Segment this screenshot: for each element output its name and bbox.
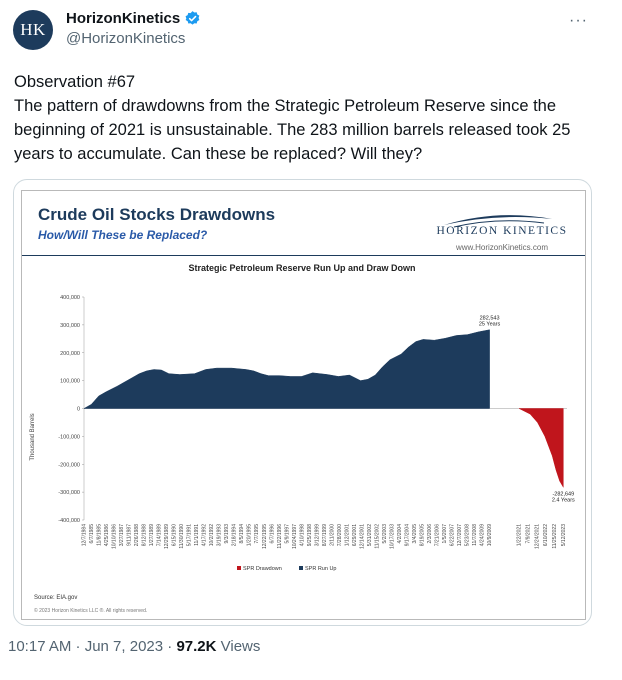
x-tick-label: 1/5/2007: [442, 524, 449, 544]
series-area-spr-run-up: [84, 330, 490, 409]
x-tick-label: 6/15/1990: [171, 524, 178, 547]
y-axis-label: Thousand Barrels: [30, 413, 36, 461]
x-tick-label: 3/27/1987: [119, 524, 126, 547]
x-tick-label: 9/11/1987: [126, 524, 133, 546]
annotation-subtext: 25 Years: [478, 321, 501, 328]
x-tick-label: 9/3/1993: [224, 524, 231, 544]
logo-text: HORIZON KINETICS: [436, 225, 568, 237]
x-tick-label: 5/17/1991: [186, 524, 193, 547]
x-tick-label: 11/7/2008: [472, 524, 479, 546]
x-tick-label: 7/14/1989: [156, 524, 163, 547]
chart-card-subtitle: How/Will These be Replaced?: [38, 228, 208, 242]
account-handle[interactable]: @HorizonKinetics: [66, 30, 186, 47]
x-tick-label: 1/22/2021: [516, 524, 523, 547]
annotation-value: 282,543: [479, 315, 500, 322]
x-tick-label: 5/9/1997: [284, 524, 291, 544]
x-tick-label: 6/7/1985: [89, 524, 96, 544]
x-tick-label: 8/12/1988: [141, 524, 148, 547]
legend-label: SPR Drawdown: [243, 566, 282, 572]
x-tick-label: 12/24/2021: [534, 524, 541, 550]
x-tick-label: 11/25/2022: [551, 524, 558, 549]
x-tick-label: 4/25/1986: [104, 524, 111, 547]
y-tick-label: 400,000: [60, 295, 80, 301]
x-tick-label: 11/8/1985: [96, 524, 103, 546]
x-tick-label: 7/28/2000: [336, 524, 343, 547]
x-tick-label: 10/10/1986: [111, 524, 118, 550]
tweet-footer: [8, 638, 260, 655]
x-tick-label: 8/5/1994: [239, 524, 246, 544]
x-tick-label: 6/29/2001: [351, 524, 358, 547]
x-tick-label: 2/3/2006: [426, 524, 433, 544]
x-tick-label: 2/18/1994: [231, 524, 238, 547]
x-tick-label: 3/12/1999: [314, 524, 321, 547]
chart-card-title: Crude Oil Stocks Drawdowns: [38, 205, 276, 224]
legend-label: SPR Run Up: [305, 566, 337, 572]
x-tick-label: 6/22/2007: [449, 524, 456, 547]
x-tick-label: 11/15/2002: [374, 524, 381, 549]
display-name-text: HorizonKinetics: [66, 10, 181, 27]
y-tick-label: 200,000: [60, 350, 80, 357]
legend-swatch: [237, 566, 241, 570]
x-tick-label: 5/23/2008: [464, 524, 471, 547]
verified-badge-icon: [184, 10, 201, 27]
x-tick-label: 1/27/1989: [149, 524, 156, 547]
x-tick-label: 3/4/2005: [411, 524, 418, 544]
avatar[interactable]: [13, 10, 53, 50]
x-tick-label: 7/7/1995: [254, 524, 261, 544]
x-tick-label: 4/17/1992: [201, 524, 208, 547]
source-note: Source: EIA.gov: [34, 595, 78, 601]
x-tick-label: 5/31/2002: [366, 524, 373, 547]
display-name[interactable]: [66, 10, 201, 27]
logo-url: www.HorizonKinetics.com: [455, 243, 549, 252]
x-tick-label: 8/27/1999: [321, 524, 328, 547]
x-tick-label: 12/7/1984: [81, 524, 88, 547]
y-tick-label: -200,000: [58, 462, 80, 469]
x-tick-label: 5/12/2023: [560, 524, 567, 547]
x-tick-label: 10/24/1997: [291, 524, 298, 550]
x-tick-label: 4/24/2009: [479, 524, 486, 547]
timestamp[interactable]: 10:17 AM · Jun 7, 2023 ·: [8, 638, 177, 655]
y-tick-label: -300,000: [58, 490, 80, 497]
x-tick-label: 7/9/2021: [525, 524, 532, 544]
x-tick-label: 8/19/2005: [419, 524, 426, 547]
more-options-icon[interactable]: ···: [569, 12, 588, 29]
views-count: 97.2K: [176, 638, 217, 655]
x-tick-label: 6/7/1996: [269, 524, 276, 544]
x-tick-label: 12/14/2001: [359, 524, 366, 550]
series-area-spr-drawdown: [519, 409, 563, 488]
x-tick-label: 11/22/1996: [276, 524, 283, 549]
x-tick-label: 6/10/2022: [543, 524, 550, 547]
views-label: Views: [216, 638, 261, 655]
x-tick-label: 10/9/2009: [487, 524, 494, 547]
x-tick-label: 9/17/2004: [404, 524, 411, 547]
x-tick-label: 3/19/1993: [216, 524, 223, 547]
chart-title: Strategic Petroleum Reserve Run Up and Draw Down: [188, 263, 416, 273]
x-tick-label: 7/21/2006: [434, 524, 441, 547]
y-tick-label: 100,000: [60, 378, 80, 385]
x-tick-label: 2/26/1988: [134, 524, 141, 547]
y-tick-label: 0: [76, 406, 80, 413]
x-tick-label: 11/30/1990: [179, 524, 186, 549]
y-tick-label: 300,000: [60, 322, 80, 329]
legend-swatch: [299, 566, 303, 570]
media-card[interactable]: [13, 179, 592, 626]
x-tick-label: 1/20/1995: [246, 524, 253, 547]
x-tick-label: 4/2/2004: [396, 524, 403, 544]
x-tick-label: 2/11/2000: [329, 524, 336, 546]
chart-image: [21, 190, 586, 620]
x-tick-label: 10/2/1992: [209, 524, 216, 547]
x-tick-label: 5/2/2003: [381, 524, 388, 544]
x-tick-label: 12/7/2007: [457, 524, 464, 547]
tweet-line-1: Observation #67: [14, 73, 136, 91]
x-tick-label: 12/29/1989: [164, 524, 171, 550]
x-tick-label: 4/10/1998: [299, 524, 306, 547]
x-tick-label: 9/25/1998: [306, 524, 313, 547]
header-divider: [22, 255, 585, 256]
y-tick-label: -100,000: [58, 434, 80, 441]
annotation-subtext: 2.4 Years: [551, 497, 575, 504]
avatar-text: HK: [20, 20, 46, 39]
x-tick-label: 10/17/2003: [389, 524, 396, 550]
x-tick-label: 12/22/1995: [261, 524, 268, 550]
tweet-text: [14, 70, 610, 166]
tweet-line-2: The pattern of drawdowns from the Strategic Petroleum Reserve since the beginning of 2021 is unsustainable. The 283 million barrels released took 25 years to accumulate. Can these be replaced? Will they?: [14, 97, 571, 163]
spr-chart: [22, 257, 585, 619]
y-tick-label: -400,000: [58, 518, 80, 524]
x-tick-label: 11/1/1991: [194, 524, 201, 546]
x-tick-label: 1/12/2001: [344, 524, 351, 547]
annotation-value: -282,649: [552, 491, 575, 498]
copyright-note: © 2023 Horizon Kinetics LLC ®. All rights reserved.: [34, 608, 148, 614]
